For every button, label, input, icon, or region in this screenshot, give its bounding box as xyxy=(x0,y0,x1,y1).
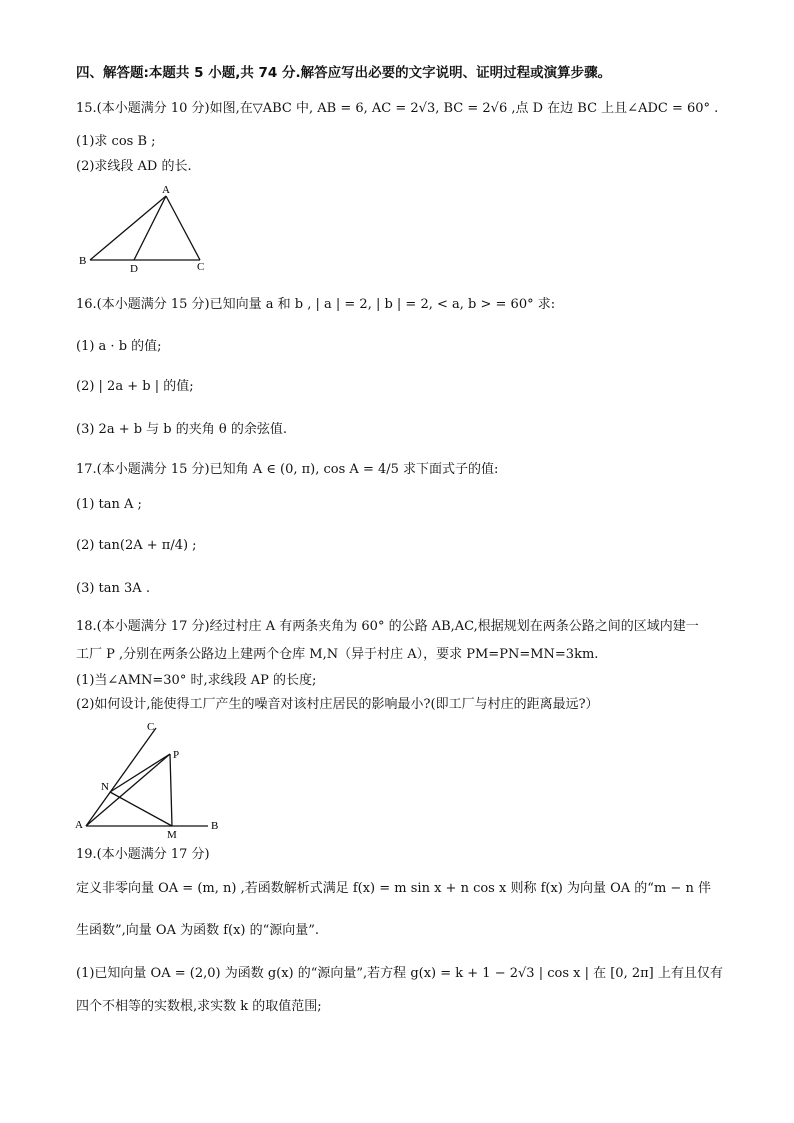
q19-part1-line1: (1)已知向量 OA = (2,0) 为函数 g(x) 的“源向量”,若方程 g(x) = k + 1 − 2√3 | cos x | 在 [0, 2π] 上有且仅有 xyxy=(76,966,723,981)
q19-part1-line2: 四个不相等的实数根,求实数 k 的取值范围; xyxy=(76,999,322,1014)
q16-part2: (2) | 2a + b | 的值; xyxy=(76,379,194,394)
q18-roads-figure xyxy=(72,718,228,840)
q16-stem: 16.(本小题满分 15 分)已知向量 a 和 b , | a | = 2, | b | = 2, < a, b > = 60° 求: xyxy=(76,297,556,312)
q19-definition-line2: 生函数”,向量 OA 为函数 f(x) 的“源向量”. xyxy=(76,923,320,938)
q17-part2: (2) tan(2A + π/4) ; xyxy=(76,538,197,553)
q15-label-c: C xyxy=(197,261,205,273)
q15-stem: 15.(本小题满分 10 分)如图,在▽ABC 中, AB = 6, AC = 2√3, BC = 2√6 ,点 D 在边 BC 上且∠ADC = 60° . xyxy=(76,101,719,116)
q15-triangle-figure xyxy=(76,182,216,274)
q19-stem: 19.(本小题满分 17 分) xyxy=(76,847,210,862)
section-heading: 四、解答题:本题共 5 小题,共 74 分.解答应写出必要的文字说明、证明过程或演算步骤。 xyxy=(76,65,612,81)
q17-stem: 17.(本小题满分 15 分)已知角 A ∈ (0, π), cos A = 4/5 求下面式子的值: xyxy=(76,462,499,477)
q18-part2: (2)如何设计,能使得工厂产生的噪音对该村庄居民的影响最小?(即工厂与村庄的距离最远?） xyxy=(76,697,599,712)
q18-label-a: A xyxy=(75,819,83,831)
q15-label-a: A xyxy=(162,184,170,196)
q18-label-m: M xyxy=(167,829,177,840)
q16-part1: (1) a · b 的值; xyxy=(76,339,162,354)
q18-stem-line1: 18.(本小题满分 17 分)经过村庄 A 有两条夹角为 60° 的公路 AB,AC,根据规划在两条公路之间的区域内建一 xyxy=(76,619,699,634)
q17-part3: (3) tan 3A . xyxy=(76,581,150,596)
q15-part2: (2)求线段 AD 的长. xyxy=(76,159,192,174)
q15-label-d: D xyxy=(130,263,138,274)
q18-label-p: P xyxy=(173,749,180,761)
q15-label-b: B xyxy=(79,255,87,267)
q18-label-c: C xyxy=(147,721,155,733)
q18-stem-line2: 工厂 P ,分别在两条公路边上建两个仓库 M,N（异于村庄 A），要求 PM=PN=MN=3km. xyxy=(76,647,599,662)
q19-definition-line1: 定义非零向量 OA = (m, n) ,若函数解析式满足 f(x) = m sin x + n cos x 则称 f(x) 为向量 OA 的“m − n 伴 xyxy=(76,881,711,896)
q18-label-b: B xyxy=(211,820,219,832)
q17-part1: (1) tan A ; xyxy=(76,497,142,512)
q18-part1: (1)当∠AMN=30° 时,求线段 AP 的长度; xyxy=(76,673,317,688)
q15-part1: (1)求 cos B ; xyxy=(76,134,156,149)
q18-label-n: N xyxy=(101,781,109,793)
q16-part3: (3) 2a + b 与 b 的夹角 θ 的余弦值. xyxy=(76,422,287,437)
